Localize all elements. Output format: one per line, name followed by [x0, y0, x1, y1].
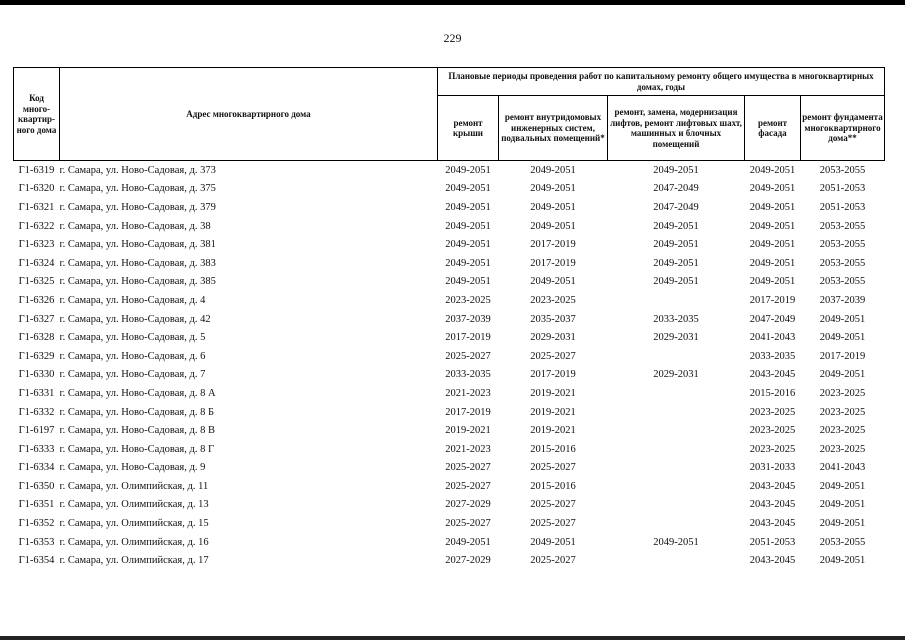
- cell-roof: 2049-2051: [445, 257, 491, 269]
- cell-code: Г1-6320: [18, 183, 55, 195]
- cell-address: г. Самара, ул. Ново-Садовая, д. 375: [59, 183, 216, 195]
- cell-roof: 2037-2039: [445, 313, 491, 325]
- cell-elevators: [608, 421, 745, 440]
- cell-roof: 2049-2051: [445, 276, 491, 288]
- cell-code: Г1-6333: [18, 443, 55, 455]
- cell-code: Г1-6324: [18, 257, 55, 269]
- cell-roof: 2017-2019: [445, 332, 491, 344]
- cell-facade: 2043-2045: [749, 499, 796, 511]
- table-row: [14, 217, 885, 236]
- cell-address: г. Самара, ул. Ново-Садовая, д. 42: [59, 313, 211, 325]
- cell-roof: 2025-2027: [445, 518, 491, 530]
- cell-facade: 2043-2045: [749, 518, 796, 530]
- cell-code: Г1-6332: [18, 406, 55, 418]
- cell-roof: 2027-2029: [445, 555, 491, 567]
- table-row: [14, 366, 885, 385]
- cell-foundation: 2053-2055: [819, 257, 866, 269]
- cell-address: г. Самара, ул. Ново-Садовая, д. 4: [59, 294, 206, 306]
- cell-facade: 2049-2051: [749, 201, 796, 213]
- cell-address: г. Самара, ул. Ново-Садовая, д. 7: [59, 369, 206, 381]
- cell-address: г. Самара, ул. Ново-Садовая, д. 8 А: [59, 387, 216, 399]
- cell-foundation: 2049-2051: [819, 313, 866, 325]
- header-facade: ремонт фасада: [745, 96, 801, 161]
- cell-code: Г1-6323: [18, 239, 55, 251]
- table-row: [14, 403, 885, 422]
- cell-facade: 2049-2051: [749, 276, 796, 288]
- cell-roof: 2027-2029: [445, 499, 491, 511]
- cell-elevators: [608, 496, 745, 515]
- cell-elevators: 2049-2051: [653, 276, 699, 288]
- cell-facade: 2051-2053: [749, 536, 796, 548]
- cell-address: г. Самара, ул. Олимпийская, д. 17: [59, 555, 209, 567]
- header-periods: Плановые периоды проведения работ по капитальному ремонту общего имущества в многоквартирных домах, годы: [438, 68, 885, 96]
- header-roof: ремонт крыши: [438, 96, 499, 161]
- cell-code: Г1-6331: [18, 387, 55, 399]
- cell-foundation: 2053-2055: [819, 536, 866, 548]
- cell-facade: 2041-2043: [749, 332, 796, 344]
- cell-facade: 2049-2051: [749, 239, 796, 251]
- cell-engineering: 2049-2051: [530, 183, 576, 195]
- table-row: [14, 551, 885, 570]
- cell-address: г. Самара, ул. Олимпийская, д. 11: [59, 480, 209, 492]
- cell-address: г. Самара, ул. Олимпийская, д. 13: [59, 499, 209, 511]
- cell-elevators: [608, 403, 745, 422]
- cell-roof: 2025-2027: [445, 480, 491, 492]
- cell-engineering: 2025-2027: [530, 350, 576, 362]
- cell-elevators: [608, 477, 745, 496]
- header-foundation: ремонт фундамента многоквартирного дома**: [801, 96, 885, 161]
- cell-address: г. Самара, ул. Ново-Садовая, д. 38: [59, 220, 211, 232]
- cell-foundation: 2017-2019: [819, 350, 866, 362]
- cell-foundation: 2049-2051: [819, 555, 866, 567]
- cell-engineering: 2049-2051: [530, 276, 576, 288]
- cell-code: Г1-6326: [18, 294, 55, 306]
- cell-engineering: 2049-2051: [530, 164, 576, 176]
- cell-facade: 2033-2035: [749, 350, 796, 362]
- cell-foundation: 2049-2051: [819, 518, 866, 530]
- repair-schedule-table: [13, 67, 885, 570]
- cell-address: г. Самара, ул. Ново-Садовая, д. 385: [59, 276, 216, 288]
- cell-facade: 2023-2025: [749, 406, 796, 418]
- cell-facade: 2017-2019: [749, 294, 796, 306]
- cell-address: г. Самара, ул. Ново-Садовая, д. 9: [59, 462, 206, 474]
- cell-foundation: 2053-2055: [819, 220, 866, 232]
- table-row: [14, 459, 885, 478]
- bottom-rule: [0, 636, 905, 640]
- cell-address: г. Самара, ул. Ново-Садовая, д. 8 Г: [59, 443, 215, 455]
- cell-engineering: 2023-2025: [530, 294, 576, 306]
- cell-foundation: 2023-2025: [819, 387, 866, 399]
- cell-engineering: 2015-2016: [530, 480, 576, 492]
- cell-code: Г1-6334: [18, 462, 55, 474]
- cell-roof: 2049-2051: [445, 239, 491, 251]
- cell-facade: 2043-2045: [749, 369, 796, 381]
- cell-elevators: [608, 459, 745, 478]
- cell-elevators: 2049-2051: [653, 257, 699, 269]
- cell-roof: 2049-2051: [445, 220, 491, 232]
- cell-address: г. Самара, ул. Ново-Садовая, д. 8 Б: [59, 406, 214, 418]
- table-body: [14, 161, 885, 571]
- header-engineering-systems: ремонт внутридомовых инженерных систем, подвальных помещений*: [499, 96, 608, 161]
- cell-elevators: [608, 551, 745, 570]
- cell-address: г. Самара, ул. Ново-Садовая, д. 5: [59, 332, 206, 344]
- table-row: [14, 254, 885, 273]
- cell-roof: 2049-2051: [445, 201, 491, 213]
- cell-engineering: 2019-2021: [530, 406, 576, 418]
- cell-engineering: 2025-2027: [530, 555, 576, 567]
- cell-engineering: 2049-2051: [530, 220, 576, 232]
- cell-engineering: 2025-2027: [530, 518, 576, 530]
- cell-foundation: 2053-2055: [819, 164, 866, 176]
- cell-address: г. Самара, ул. Ново-Садовая, д. 383: [59, 257, 216, 269]
- cell-address: г. Самара, ул. Ново-Садовая, д. 6: [59, 350, 206, 362]
- cell-address: г. Самара, ул. Ново-Садовая, д. 381: [59, 239, 216, 251]
- header-code: Код много-квартир-ного дома: [14, 68, 60, 161]
- cell-engineering: 2035-2037: [530, 313, 576, 325]
- cell-roof: 2049-2051: [445, 164, 491, 176]
- cell-roof: 2049-2051: [445, 183, 491, 195]
- cell-elevators: 2049-2051: [653, 164, 699, 176]
- table-header: [14, 68, 885, 161]
- cell-foundation: 2051-2053: [819, 183, 866, 195]
- cell-engineering: 2015-2016: [530, 443, 576, 455]
- cell-code: Г1-6319: [18, 164, 55, 176]
- table-row: [14, 496, 885, 515]
- cell-address: г. Самара, ул. Ново-Садовая, д. 379: [59, 201, 216, 213]
- cell-elevators: 2029-2031: [653, 369, 699, 381]
- cell-code: Г1-6197: [18, 425, 55, 437]
- cell-code: Г1-6350: [18, 480, 55, 492]
- cell-foundation: 2049-2051: [819, 332, 866, 344]
- cell-foundation: 2049-2051: [819, 499, 866, 511]
- cell-engineering: 2049-2051: [530, 536, 576, 548]
- cell-foundation: 2049-2051: [819, 369, 866, 381]
- cell-elevators: 2029-2031: [653, 332, 699, 344]
- cell-facade: 2031-2033: [749, 462, 796, 474]
- table-row: [14, 384, 885, 403]
- cell-engineering: 2017-2019: [530, 369, 576, 381]
- cell-code: Г1-6354: [18, 555, 55, 567]
- header-elevators: ремонт, замена, модернизация лифтов, ремонт лифтовых шахт, машинных и блочных помещений: [608, 96, 745, 161]
- cell-address: г. Самара, ул. Олимпийская, д. 15: [59, 518, 209, 530]
- cell-foundation: 2049-2051: [819, 480, 866, 492]
- cell-address: г. Самара, ул. Ново-Садовая, д. 373: [59, 164, 216, 176]
- cell-elevators: 2049-2051: [653, 536, 699, 548]
- cell-facade: 2043-2045: [749, 555, 796, 567]
- cell-foundation: 2037-2039: [819, 294, 866, 306]
- top-rule: [0, 0, 905, 5]
- cell-code: Г1-6321: [18, 201, 55, 213]
- cell-elevators: 2049-2051: [653, 239, 699, 251]
- cell-code: Г1-6352: [18, 518, 55, 530]
- cell-foundation: 2053-2055: [819, 239, 866, 251]
- cell-facade: 2047-2049: [749, 313, 796, 325]
- cell-code: Г1-6327: [18, 313, 55, 325]
- cell-facade: 2049-2051: [749, 183, 796, 195]
- cell-code: Г1-6329: [18, 350, 55, 362]
- cell-code: Г1-6325: [18, 276, 55, 288]
- cell-elevators: [608, 514, 745, 533]
- cell-engineering: 2049-2051: [530, 201, 576, 213]
- cell-engineering: 2019-2021: [530, 425, 576, 437]
- cell-facade: 2043-2045: [749, 480, 796, 492]
- cell-roof: 2021-2023: [445, 387, 491, 399]
- cell-facade: 2015-2016: [749, 387, 796, 399]
- cell-code: Г1-6322: [18, 220, 55, 232]
- cell-roof: 2049-2051: [445, 536, 491, 548]
- cell-elevators: 2047-2049: [653, 183, 699, 195]
- cell-elevators: [608, 347, 745, 366]
- cell-foundation: 2023-2025: [819, 406, 866, 418]
- table-row: [14, 180, 885, 199]
- cell-roof: 2025-2027: [445, 462, 491, 474]
- table-row: [14, 291, 885, 310]
- header-address: Адрес многоквартирного дома: [60, 68, 438, 161]
- table-row: [14, 273, 885, 292]
- cell-facade: 2049-2051: [749, 220, 796, 232]
- cell-foundation: 2041-2043: [819, 462, 866, 474]
- cell-address: г. Самара, ул. Олимпийская, д. 16: [59, 536, 209, 548]
- cell-roof: 2017-2019: [445, 406, 491, 418]
- cell-code: Г1-6353: [18, 536, 55, 548]
- cell-address: г. Самара, ул. Ново-Садовая, д. 8 В: [59, 425, 215, 437]
- table-row: [14, 533, 885, 552]
- cell-code: Г1-6328: [18, 332, 55, 344]
- cell-engineering: 2017-2019: [530, 257, 576, 269]
- cell-code: Г1-6351: [18, 499, 55, 511]
- cell-foundation: 2053-2055: [819, 276, 866, 288]
- table-row: [14, 477, 885, 496]
- cell-facade: 2023-2025: [749, 425, 796, 437]
- cell-roof: 2025-2027: [445, 350, 491, 362]
- page-number: 229: [443, 31, 462, 45]
- table-row: [14, 310, 885, 329]
- table-row: [14, 328, 885, 347]
- cell-elevators: 2047-2049: [653, 201, 699, 213]
- table-row: [14, 347, 885, 366]
- cell-facade: 2049-2051: [749, 164, 796, 176]
- cell-code: Г1-6330: [18, 369, 55, 381]
- cell-engineering: 2017-2019: [530, 239, 576, 251]
- cell-elevators: [608, 440, 745, 459]
- cell-roof: 2023-2025: [445, 294, 491, 306]
- cell-engineering: 2025-2027: [530, 499, 576, 511]
- cell-foundation: 2023-2025: [819, 443, 866, 455]
- cell-roof: 2033-2035: [445, 369, 491, 381]
- cell-engineering: 2019-2021: [530, 387, 576, 399]
- cell-roof: 2019-2021: [445, 425, 491, 437]
- table-row: [14, 421, 885, 440]
- table-row: [14, 235, 885, 254]
- cell-foundation: 2051-2053: [819, 201, 866, 213]
- cell-elevators: [608, 291, 745, 310]
- cell-foundation: 2023-2025: [819, 425, 866, 437]
- table-row: [14, 514, 885, 533]
- cell-elevators: 2049-2051: [653, 220, 699, 232]
- cell-facade: 2023-2025: [749, 443, 796, 455]
- table-row: [14, 198, 885, 217]
- cell-facade: 2049-2051: [749, 257, 796, 269]
- cell-engineering: 2025-2027: [530, 462, 576, 474]
- cell-elevators: 2033-2035: [653, 313, 699, 325]
- table-row: [14, 440, 885, 459]
- cell-roof: 2021-2023: [445, 443, 491, 455]
- table-row: [14, 161, 885, 180]
- cell-engineering: 2029-2031: [530, 332, 576, 344]
- cell-elevators: [608, 384, 745, 403]
